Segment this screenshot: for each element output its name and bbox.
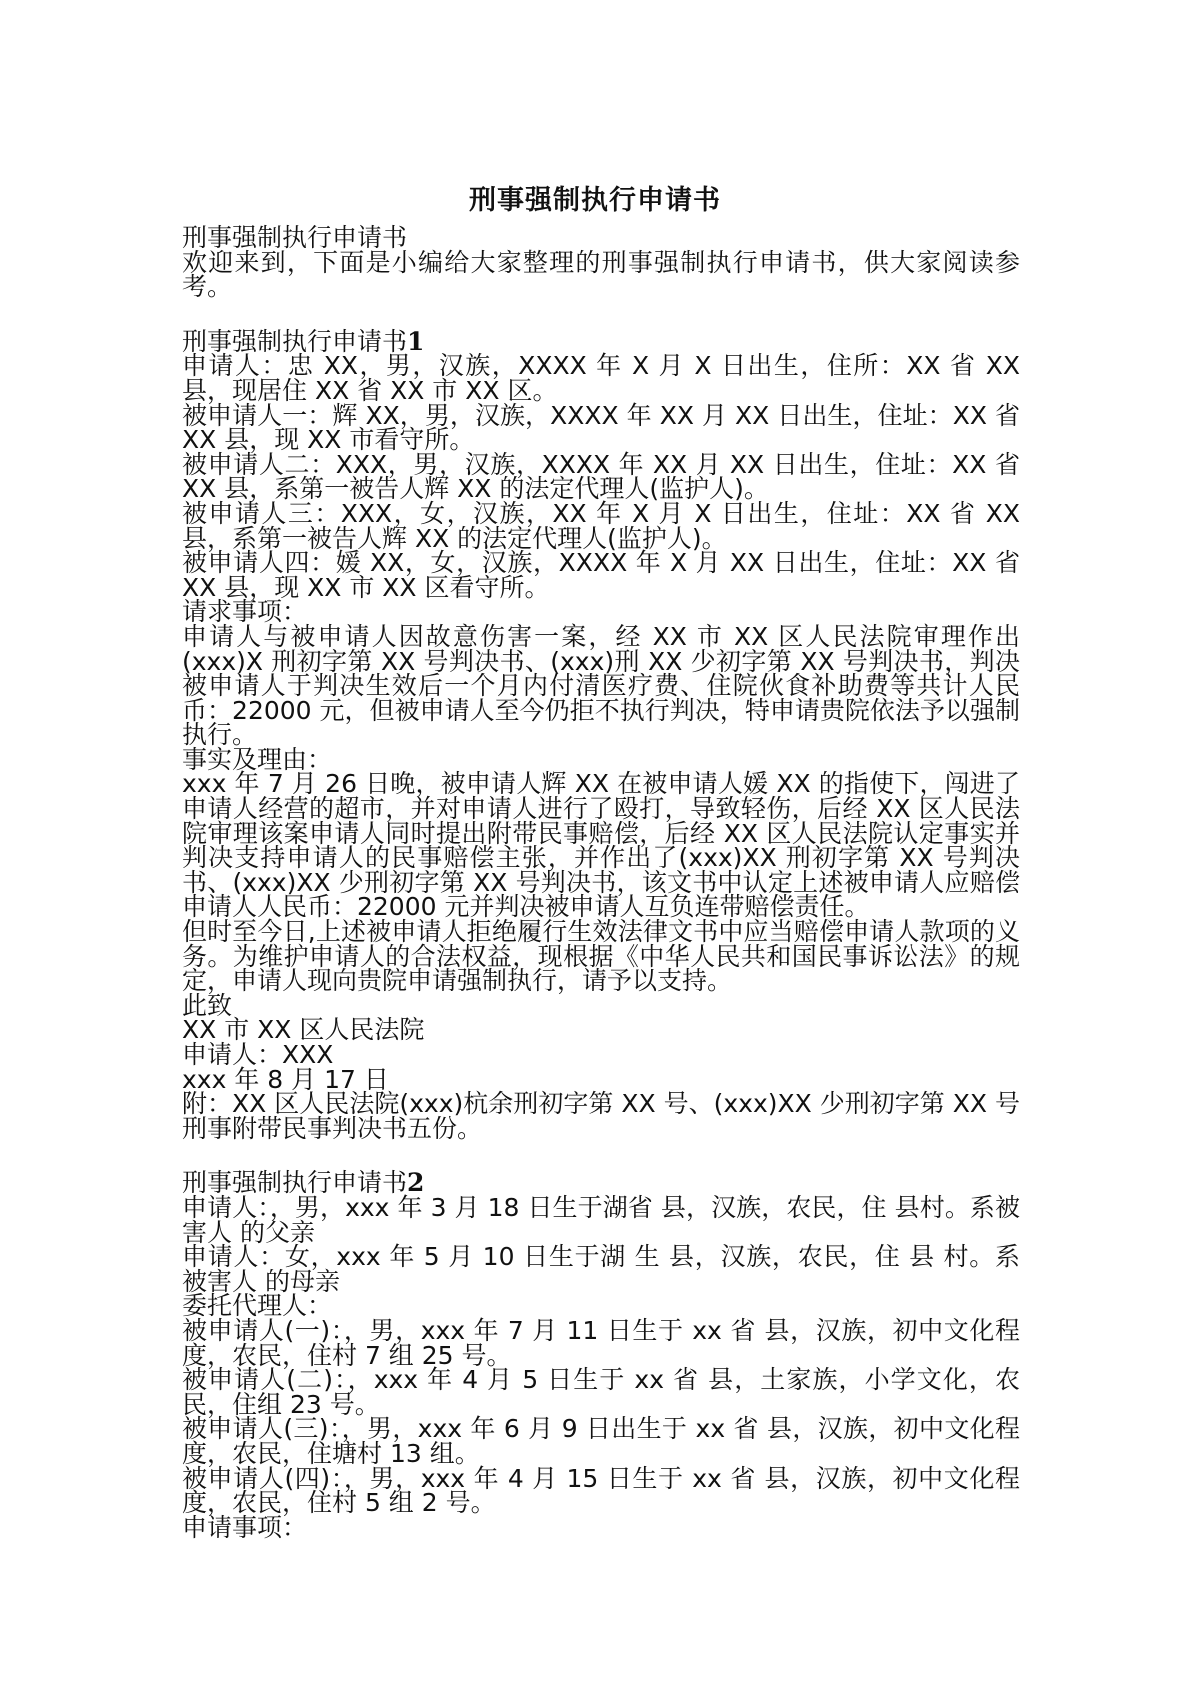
paragraph: 被申请人(二)：，xxx 年 4 月 5 日生于 xx 省 县，土家族，小学文化，农民，住组 23 号。 [182,1365,1020,1419]
section-heading-text: 刑事强制执行申请书 [182,326,408,356]
paragraph: 申请人：，男，xxx 年 3 月 18 日生于湖省 县，汉族，农民，住 县村。系被害人 的父亲 [182,1192,1020,1247]
paragraph: xxx 年 8 月 17 日 [182,1064,389,1094]
paragraph: 被申请人一：辉 XX，男，汉族，XXXX 年 XX 月 XX 日出生，住址：XX 省 XX 县，现 XX 市看守所。 [182,400,1020,455]
paragraph: 被申请人三：XXX，女，汉族，XX 年 X 月 X 日出生，住址：XX 省 XX 县，系第一被告人辉 XX 的法定代理人(监护人)。 [182,498,1020,553]
paragraph: 被申请人(一)：，男，xxx 年 7 月 11 日生于 xx 省 县，汉族，初中文化程度，农民，住村 7 组 25 号。 [182,1315,1020,1370]
paragraph: 被申请人(四)：，男，xxx 年 4 月 15 日生于 xx 省 县，汉族，初中文化程度，农民，住村 5 组 2 号。 [182,1463,1020,1518]
paragraph: XX 市 XX 区人民法院 [182,1015,425,1045]
intro-line: 刑事强制执行申请书 [182,223,408,252]
paragraph: 申请人与被申请人因故意伤害一案，经 XX 市 XX 区人民法院审理作出(xxx)X 刑初字第 XX 号判决书、(xxx)刑 XX 少初字第 XX 号判决书，判决被申请人于判决生效后一个月内付清医疗费、住院伙食补助费等共计人民币：22000 元，但被申请人至今仍拒不执行判决，特申请贵院依法予以强制执行。 [182,621,1020,750]
paragraph: 申请人：XXX [182,1040,334,1069]
paragraph: 此致 [182,990,233,1020]
section-heading-number: 2 [407,1168,425,1198]
paragraph: 请求事项： [182,597,308,627]
paragraph: 申请人：女，xxx 年 5 月 10 日生于湖 生 县，汉族，农民，住 县 村。系被害人 的母亲 [182,1242,1020,1296]
paragraph: 但时至今日,上述被申请人拒绝履行生效法律文书中应当赔偿申请人款项的义务。为维护申请人的合法权益，现根据《中华人民共和国民事诉讼法》的规定，申请人现向贵院申请强制执行，请予以支持。 [182,917,1020,996]
paragraph: 被申请人(三)：，男，xxx 年 6 月 9 日出生于 xx 省 县，汉族，初中文化程度，农民，住塘村 13 组。 [182,1414,1020,1468]
paragraph: xxx 年 7 月 26 日晚，被申请人辉 XX 在被申请人媛 XX 的指使下，闯进了申请人经营的超市，并对申请人进行了殴打，导致轻伤，后经 XX 区人民法院审理该案申请人同时提出附带民事赔偿，后经 XX 区人民法院认定事实并判决支持申请人的民事赔偿主张，并作出了(xxx)XX 刑初字第 XX 号判决书、(xxx)XX 少刑初字第 XX 号判决书，该文书中认定上述被申请人应赔偿申请人人民币：22000 元并判决被申请人互负连带赔偿责任。 [182,769,1020,922]
section-heading-number: 1 [407,326,425,356]
paragraph: 被申请人二：XXX，男，汉族，XXXX 年 XX 月 XX 日出生，住址：XX 省 XX 县，系第一被告人辉 XX 的法定代理人(监护人)。 [182,449,1020,504]
paragraph: 申请事项： [182,1512,308,1542]
paragraph: 事实及理由： [182,744,333,774]
document-body [182,223,1020,1542]
section-heading-text: 刑事强制执行申请书 [182,1168,408,1198]
paragraph: 委托代理人： [182,1291,333,1321]
paragraph: 被申请人四：媛 XX，女，汉族，XXXX 年 X 月 XX 日出生，住址：XX 省 XX 县，现 XX 市 XX 区看守所。 [182,548,1020,602]
document-title: 刑事强制执行申请书 [469,185,721,216]
intro-line: 欢迎来到，下面是小编给大家整理的刑事强制执行申请书，供大家阅读参考。 [182,247,1020,302]
paragraph: 申请人：忠 XX，男，汉族，XXXX 年 X 月 X 日出生，住所：XX 省 XX 县，现居住 XX 省 XX 市 XX 区。 [182,351,1020,405]
paragraph: 附：XX 区人民法院(xxx)杭余刑初字第 XX 号、(xxx)XX 少刑初字第 XX 号刑事附带民事判决书五份。 [182,1089,1020,1143]
